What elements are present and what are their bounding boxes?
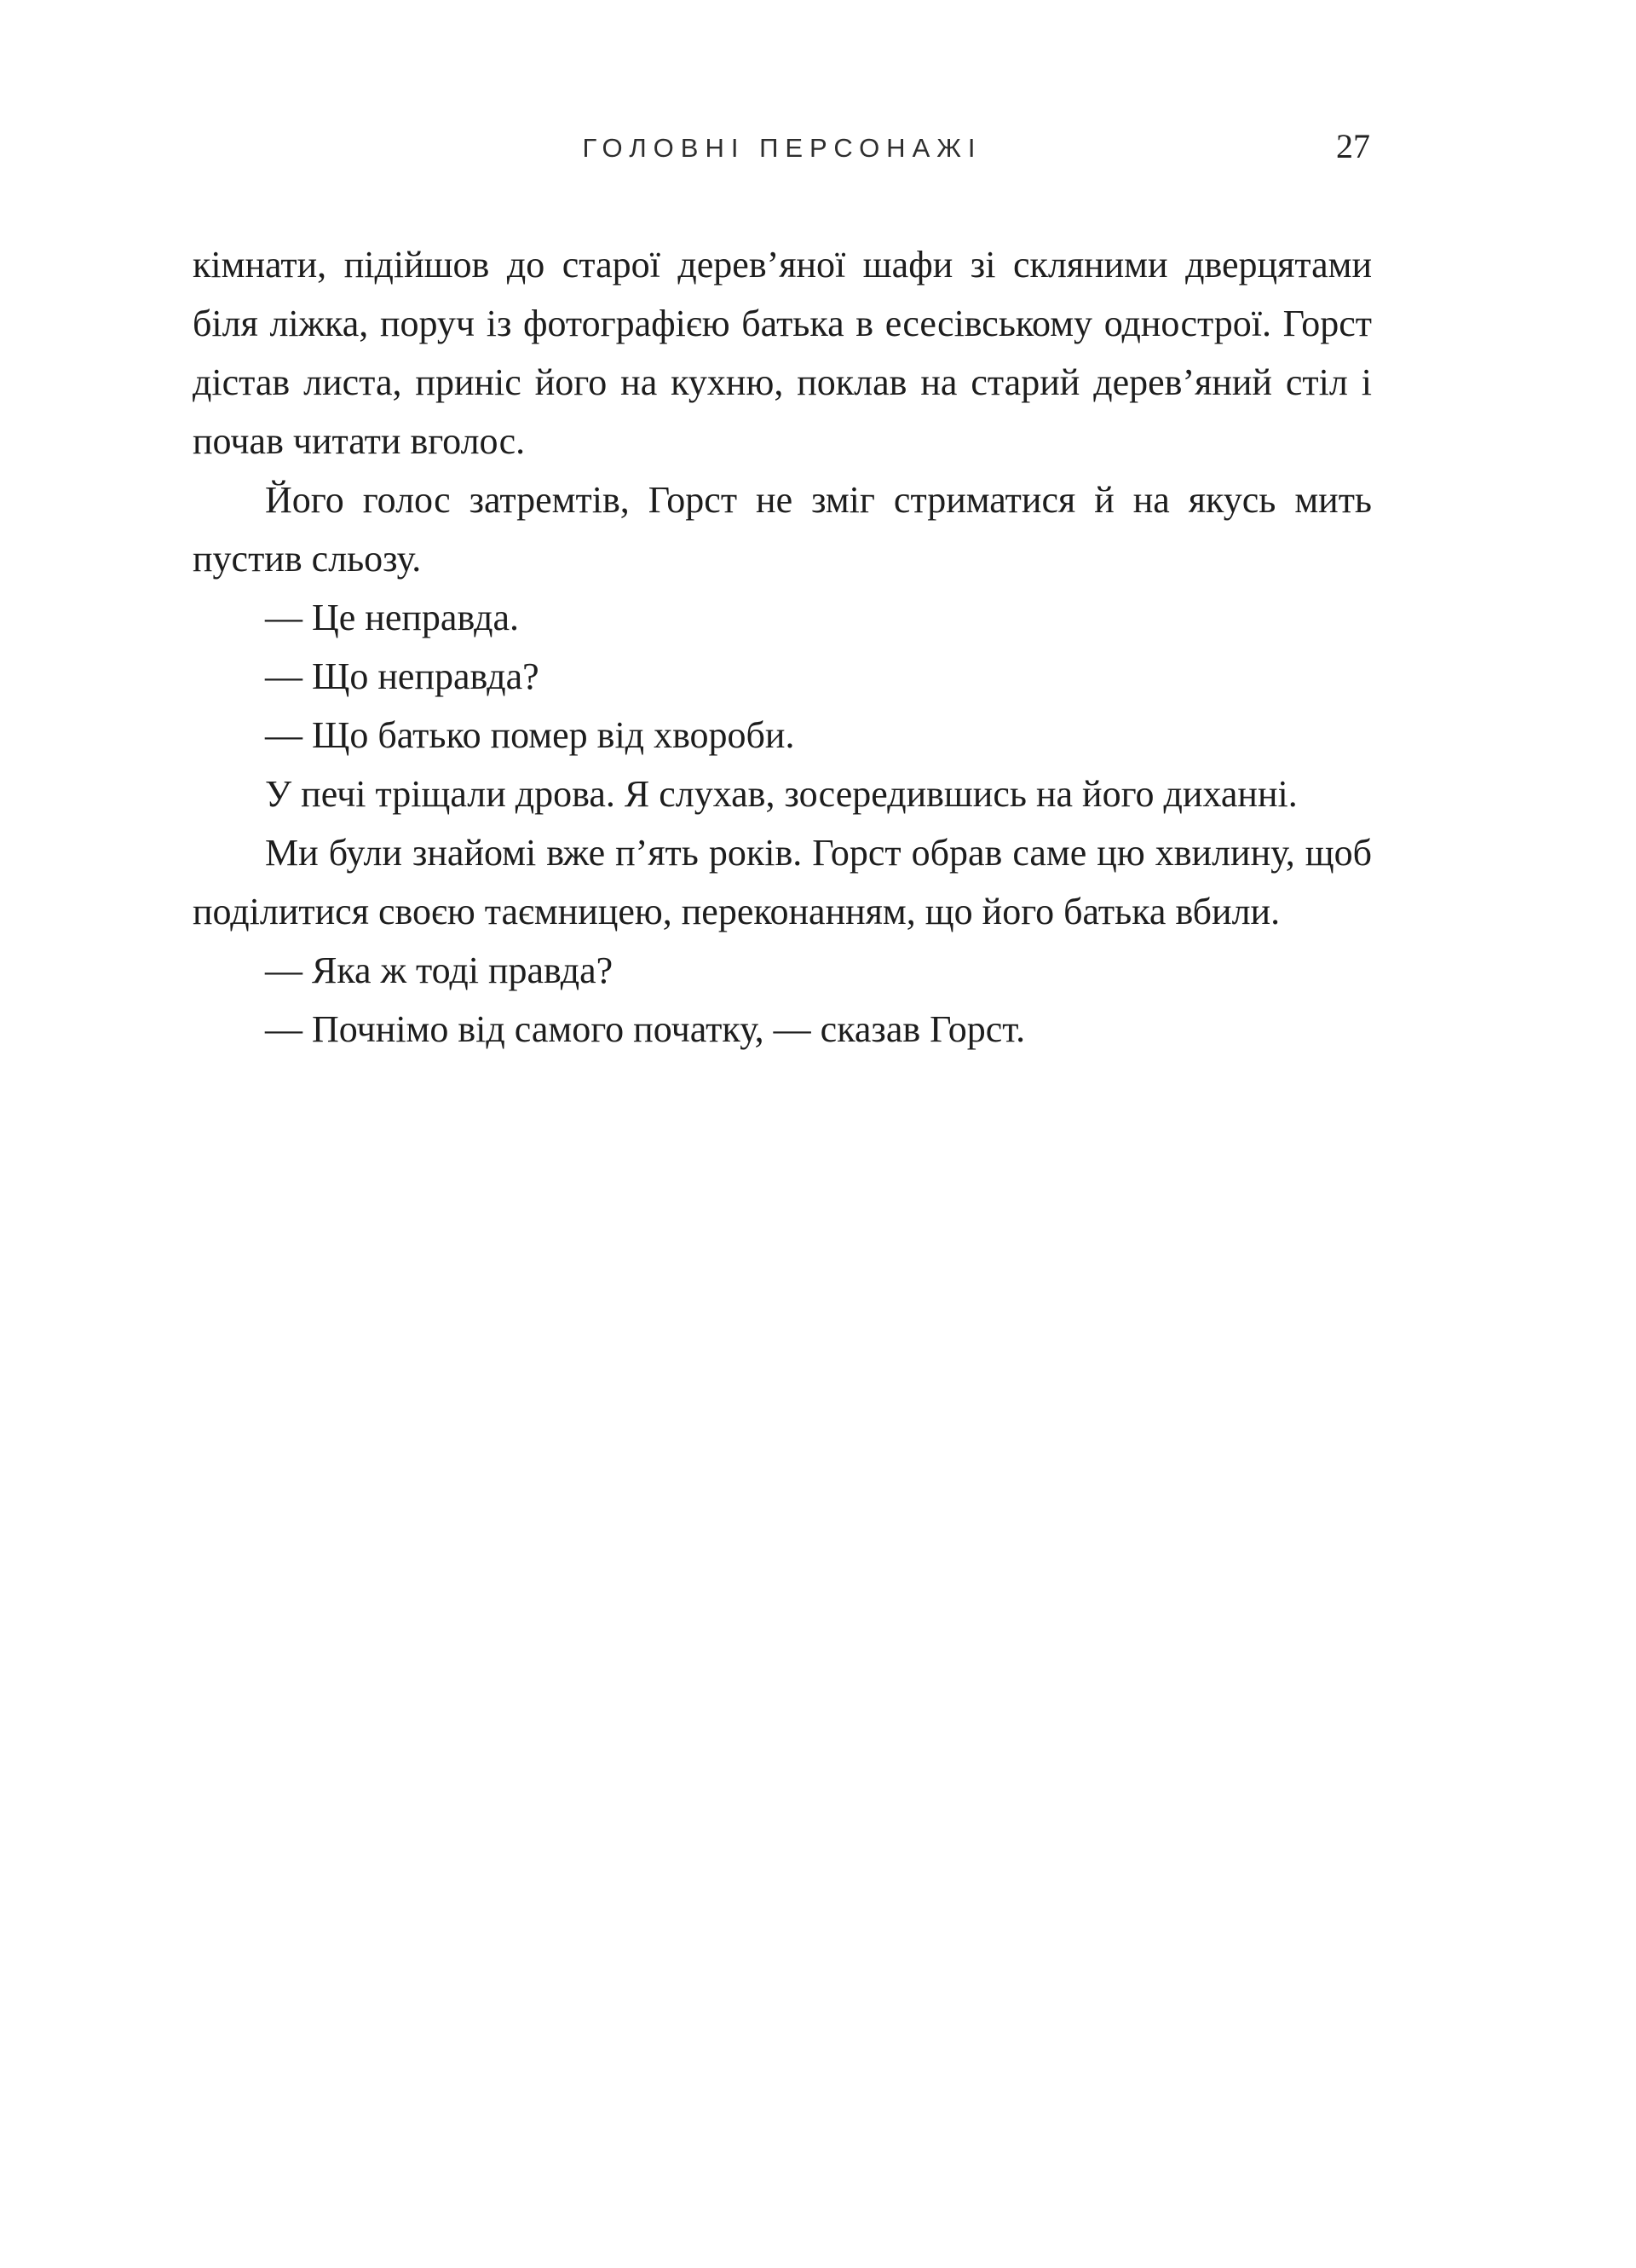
paragraph: — Що батько помер від хвороби. bbox=[265, 714, 795, 756]
paragraph: — Яка ж тоді правда? bbox=[265, 949, 614, 991]
running-title: ГОЛОВНІ ПЕРСОНАЖІ bbox=[582, 133, 982, 163]
page-header bbox=[193, 128, 1372, 169]
paragraph: У печі тріщали дрова. Я слухав, зосередившись на його диханні. bbox=[265, 773, 1298, 815]
paragraph: Ми були знайомі вже п’ять років. Горст обрав саме цю хвилину, щоб поділитися своєю таємницею, переконанням, що його батька вбили. bbox=[193, 832, 1372, 932]
paragraph: кімнати, підійшов до старої дерев’яної шафи зі скляними дверцятами біля ліжка, поруч із фотографією батька в есесівському однострої. Горст дістав листа, приніс його на кухню, поклав на старий дерев’яний стіл і почав читати вголос. bbox=[193, 244, 1372, 462]
paragraph: — Почнімо від самого початку, — сказав Горст. bbox=[265, 1008, 1026, 1050]
paragraph: — Що неправда? bbox=[265, 655, 539, 697]
body-text bbox=[193, 235, 1372, 1059]
text-column bbox=[193, 128, 1372, 1059]
paragraph: — Це неправда. bbox=[265, 597, 520, 638]
page-number: 27 bbox=[1336, 127, 1370, 165]
paragraph: Його голос затремтів, Горст не зміг стриматися й на якусь мить пустив сльозу. bbox=[193, 479, 1372, 580]
